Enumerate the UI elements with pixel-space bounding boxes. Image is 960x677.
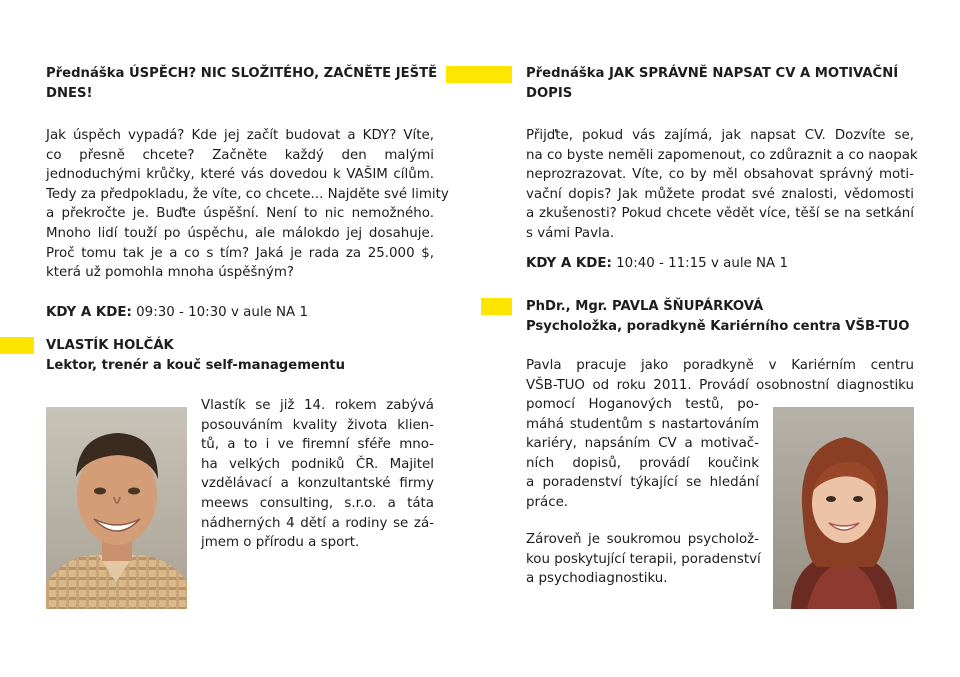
text-line: Jak úspěch vypadá? Kde jej začít budovat a KDY? Víte,	[46, 128, 434, 143]
text-line: Zároveň je soukromou psycholož-	[526, 532, 759, 547]
text-line: Přijďte, pokud vás zajímá, jak napsat CV. Dozvíte se,	[526, 128, 914, 143]
when-value: 10:40 - 11:15 v aule NA 1	[611, 255, 788, 271]
text-line: ha velkých podniků ČR. Majitel	[201, 456, 434, 472]
right-lecture-title	[526, 64, 914, 104]
text-line: Proč tomu tak je a co s tím? Jaká je rada za 25.000 $,	[46, 245, 434, 261]
text-line: nádherných 4 dětí a rodiny se zá-	[201, 515, 434, 531]
text-line: ních dopisů, provádí koučink	[526, 455, 759, 471]
text-line: pomocí Hoganových testů, po-	[526, 397, 759, 412]
text-line: posouváním kvality života klien-	[201, 417, 434, 433]
man-portrait-icon	[46, 407, 187, 609]
right-speaker	[526, 297, 926, 337]
text-line: meews consulting, s.r.o. a táta	[201, 495, 434, 511]
title-line: Přednáška JAK SPRÁVNĚ NAPSAT CV A MOTIVAČNÍ	[526, 66, 899, 81]
right-speaker-bio	[526, 395, 759, 513]
right-when-where	[526, 254, 914, 274]
left-speaker-role: Lektor, trenér a kouč self-managementu	[46, 358, 345, 373]
right-speaker-name: PhDr., Mgr. PAVLA ŠŇUPÁRKOVÁ	[526, 299, 764, 314]
text-line: vační dopis? Jak můžete prodat své znalosti, vědomosti	[526, 186, 914, 202]
speaker-photo-vlastik	[46, 407, 187, 609]
text-line: jednoduchými krůčky, které vás dovedou k VAŠIM cílům.	[46, 167, 434, 183]
right-speaker-bio-full	[526, 356, 914, 395]
text-line: kou poskytující terapii, poradenství	[526, 551, 761, 567]
text-line: Pavla pracuje jako poradkyně v Kariérním centru	[526, 358, 914, 373]
right-speaker-role: Psycholožka, poradkyně Kariérního centra VŠB-TUO	[526, 319, 910, 334]
text-line: a překročte je. Buďte úspěšní. Není to nic nemožného.	[46, 206, 434, 222]
accent-bar-right-speaker	[481, 298, 512, 315]
text-line: a poradenství týkající se hledání	[526, 475, 759, 491]
text-line: která už pomohla mnoha úspěšným?	[46, 265, 294, 281]
text-line: na co byste neměli zapomenout, co zdůraznit a co naopak	[526, 147, 918, 163]
left-when-where	[46, 303, 434, 323]
text-line: jmem o přírodu a sport.	[201, 535, 360, 551]
text-line: a zkušenosti? Pokud chcete vědět více, těší se na setkání	[526, 206, 914, 222]
accent-bar-right-title	[446, 66, 512, 83]
left-speaker	[46, 336, 434, 376]
left-column	[46, 64, 449, 323]
left-lecture-title	[46, 64, 438, 104]
text-line: tů, a to i ve firemní sféře mno-	[201, 437, 434, 453]
left-speaker-name: VLASTÍK HOLČÁK	[46, 338, 174, 353]
text-line: práce.	[526, 494, 569, 510]
text-line: máhá studentům s nastartováním	[526, 416, 759, 432]
text-line: Vlastík se již 14. rokem zabývá	[201, 398, 434, 413]
title-line: DOPIS	[526, 86, 573, 101]
title-line: Přednáška ÚSPĚCH? NIC SLOŽITÉHO, ZAČNĚTE JEŠTĚ	[46, 66, 438, 81]
text-line: s vámi Pavla.	[526, 225, 615, 241]
title-line: DNES!	[46, 86, 93, 101]
right-column	[526, 64, 918, 274]
accent-bar-left-speaker	[0, 337, 34, 354]
speaker-photo-pavla	[773, 407, 914, 609]
text-line: Tedy za předpokladu, že víte, co chcete... Najděte své limity	[46, 186, 449, 202]
right-speaker-extra	[526, 530, 759, 589]
text-line: neprozrazovat. Víte, co by měl obsahovat správný moti-	[526, 167, 914, 183]
left-intro	[46, 126, 449, 283]
text-line: Mnoho lidí touží po úspěchu, ale málokdo jej dosahuje.	[46, 225, 434, 241]
text-line: vzdělávací a konzultantské firmy	[201, 476, 434, 492]
when-value: 09:30 - 10:30 v aule NA 1	[131, 304, 308, 320]
text-line: a psychodiagnostiku.	[526, 571, 668, 587]
left-speaker-bio	[201, 396, 434, 553]
when-label: KDY A KDE:	[46, 304, 132, 320]
text-line: kariéry, napsáním CV a motivač-	[526, 436, 759, 452]
when-label: KDY A KDE:	[526, 255, 612, 271]
text-line: VŠB-TUO od roku 2011. Provádí osobnostní diagnostiku	[526, 377, 914, 393]
woman-portrait-icon	[773, 407, 914, 609]
text-line: co přesně chcete? Začněte každý den malými	[46, 147, 434, 163]
right-intro	[526, 126, 918, 244]
